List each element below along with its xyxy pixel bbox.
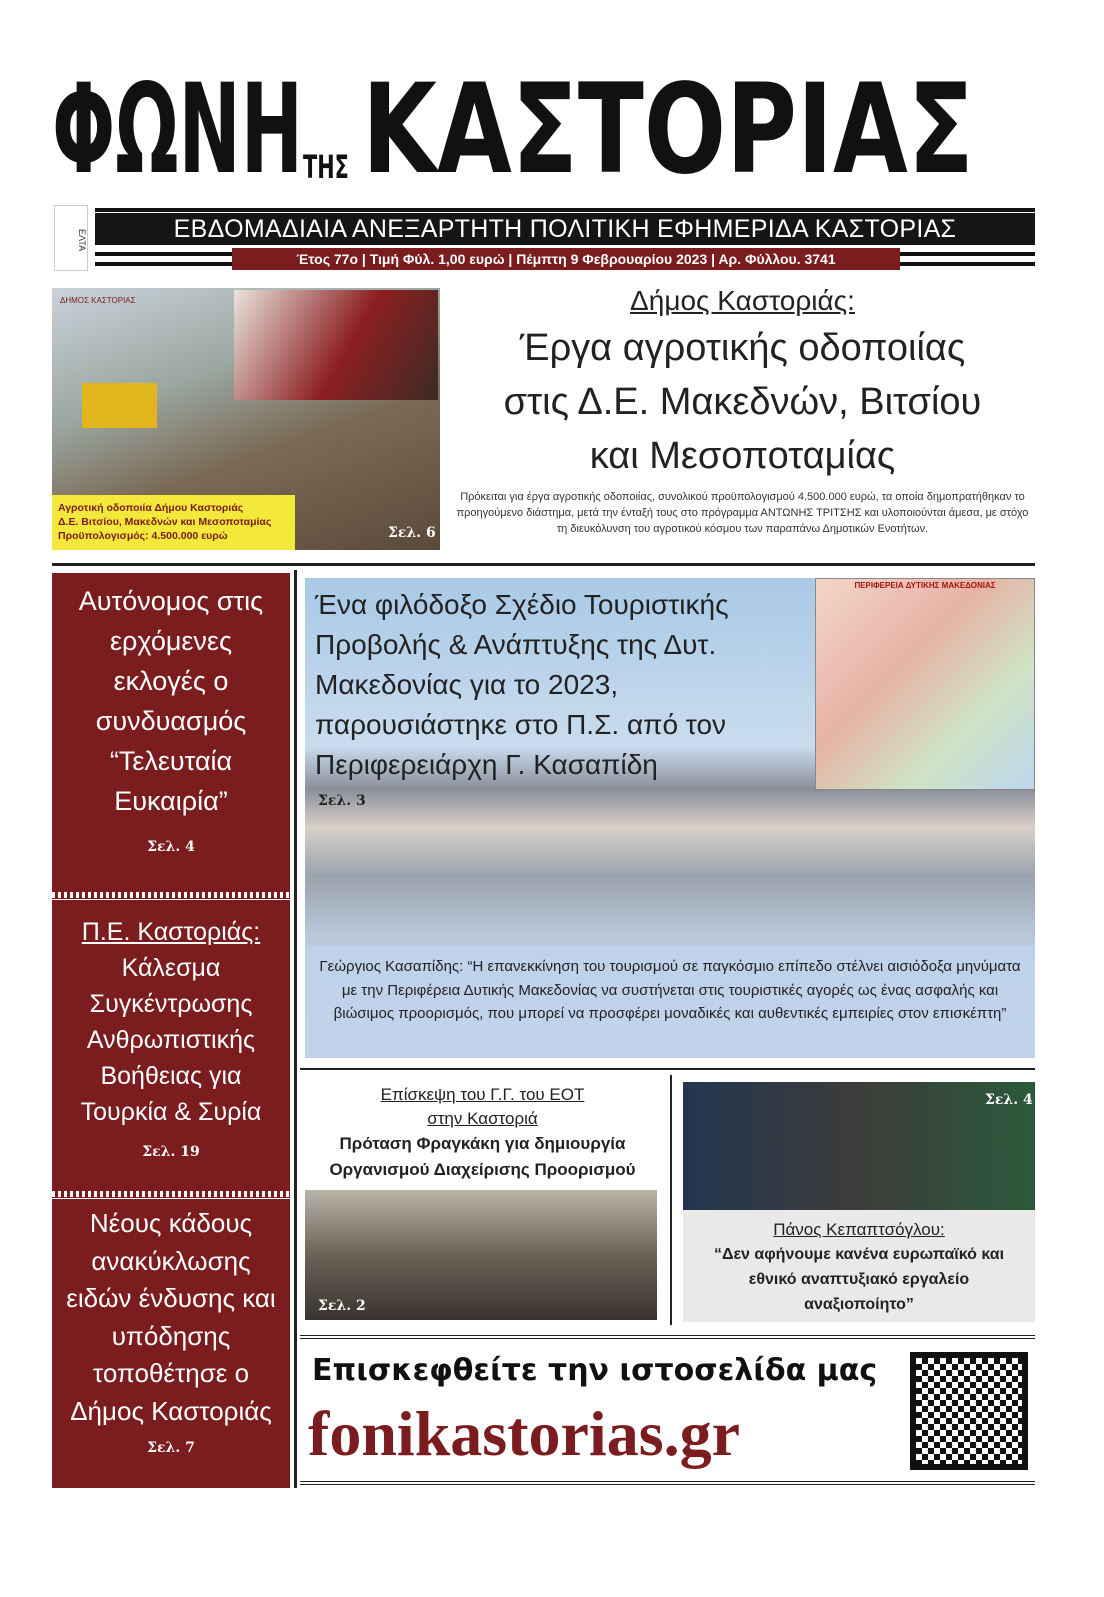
ad-line: Επισκεφθείτε την ιστοσελίδα μας: [312, 1353, 878, 1388]
title-part1: ΦΩΝΗ: [52, 58, 304, 202]
qr-code-icon[interactable]: [910, 1352, 1028, 1470]
divider: [52, 891, 290, 899]
story-kicker: στην Καστοριά: [427, 1109, 538, 1128]
story-title: Νέους κάδους ανακύκλωσης ειδών ένδυσης και υπόδησης τοποθέτησε ο Δήμος Καστοριάς: [66, 1208, 276, 1426]
excavator: [82, 383, 157, 428]
lead-kicker: Δήμος Καστοριάς:: [630, 285, 855, 316]
caption-line: Δ.Ε. Βιτσίου, Μακεδνών και Μεσοποταμίας: [58, 516, 272, 528]
headline-line: στις Δ.Ε. Μακεδνών, Βιτσίου: [503, 381, 982, 423]
issue-info: Έτος 77ο | Τιμή Φύλ. 1,00 ευρώ | Πέμπτη 9 Φεβρουαρίου 2023 | Αρ. Φύλλου. 3741: [232, 248, 900, 270]
lead-page-ref: Σελ. 6: [388, 525, 436, 541]
divider: [294, 570, 297, 1488]
page-ref: Σελ. 7: [147, 1440, 195, 1456]
page-ref: Σελ. 2: [318, 1298, 366, 1314]
feature-header: [315, 585, 810, 809]
story-title: Κάλεσμα Συγκέντρωσης Ανθρωπιστικής Βοήθειας για Τουρκία & Συρία: [80, 954, 262, 1126]
sidebar-story-1[interactable]: [52, 573, 290, 891]
feature-headline: Ένα φιλόδοξο Σχέδιο Τουριστικής Προβολής & Ανάπτυξης της Δυτ. Μακεδονίας για το 2023, παρουσιάστηκε στο Π.Σ. από τον Περιφερειάρχη Γ. Κασαπίδη: [315, 589, 729, 780]
lead-caption: [52, 495, 295, 550]
divider: [52, 1190, 290, 1198]
divider: [670, 1075, 672, 1325]
eot-story[interactable]: [300, 1083, 665, 1183]
sidebar-story-3[interactable]: [52, 1199, 290, 1488]
page-ref: Σελ. 4: [147, 839, 195, 855]
photo-logo: ΔΗΜΟΣ ΚΑΣΤΟΡΙΑΣ: [60, 296, 136, 305]
map-title: ΠΕΡΙΦΕΡΕΙΑ ΔΥΤΙΚΗΣ ΜΑΚΕΔΟΝΙΑΣ: [854, 581, 996, 590]
signing-photo: [234, 290, 438, 400]
feature-quote: Γεώργιος Κασαπίδης: “Η επανεκκίνηση του τουρισμού σε παγκόσμιο επίπεδο στέλνει αισιόδοξα μηνύματα με την Περιφέρεια Δυτικής Μακεδονίας να συστήνεται στις τουριστικές αγορές ως ένας ασφαλής και βιώσιμος προορισμός, που μπορεί να προσφέρει μοναδικές και αυθεντικές εμπειρίες στον επισκέπτη”: [319, 958, 1021, 1022]
story-kicker: Πάνος Κεπαπτσόγλου:: [773, 1220, 945, 1239]
caption-line: Αγροτική οδοποιία Δήμου Καστοριάς: [58, 502, 244, 514]
kepaptsoglou-text: [683, 1218, 1035, 1317]
lead-headline: [504, 321, 982, 483]
headline-line: Έργα αγροτικής οδοποιίας: [519, 327, 966, 369]
caption-line: Προϋπολογισμός: 4.500.000 ευρώ: [58, 530, 228, 542]
page-ref: Σελ. 4: [985, 1092, 1033, 1108]
headline-line: και Μεσοποταμίας: [589, 435, 896, 477]
stripe: [95, 208, 1035, 212]
kepaptsoglou-photo: [683, 1082, 1035, 1210]
story-kicker: Π.Ε. Καστοριάς:: [81, 918, 261, 946]
feature-page-ref: Σελ. 3: [318, 793, 366, 809]
tagline: ΕΒΔΟΜΑΔΙΑΙΑ ΑΝΕΞΑΡΤΗΤΗ ΠΟΛΙΤΙΚΗ ΕΦΗΜΕΡΙΔΑ ΚΑΣΤΟΡΙΑΣ: [95, 213, 1035, 245]
lead-story: [445, 285, 1040, 537]
story-title: Αυτόνομος στις ερχόμενες εκλογές ο συνδυασμός “Τελευταία Ευκαιρία”: [78, 586, 264, 816]
region-map: [815, 578, 1035, 790]
story-headline: “Δεν αφήνουμε κανένα ευρωπαϊκό και εθνικό αναπτυξιακό εργαλείο αναξιοποίητο”: [713, 1246, 1005, 1313]
website-link[interactable]: fonikastorias.gr: [308, 1398, 740, 1469]
page-ref: Σελ. 19: [142, 1144, 200, 1160]
divider: [52, 563, 1035, 566]
title-part2: ΚΑΣΤΟΡΙΑΣ: [362, 58, 974, 202]
divider: [300, 1068, 1035, 1070]
sidebar-story-2[interactable]: [52, 900, 290, 1190]
masthead-title: [0, 0, 1104, 200]
lead-deck: Πρόκειται για έργα αγροτικής οδοποιίας, συνολικού προϋπολογισμού 4.500.000 ευρώ, τα οποία δημοπρατήθηκαν το προηγούμενο διάστημα, μετά την ένταξή τους στο πρόγραμμα ΑΝΤΩΝΗΣ ΤΡΙΤΣΗΣ και υλοποιούνται άμεσα, με στόχο τη διευκόλυνση του αγροτικού κόσμου των παραπάνω Δημοτικών Ενοτήτων.: [456, 491, 1029, 535]
title-small: ΤΗΣ: [303, 148, 349, 186]
story-kicker: Επίσκεψη του Γ.Γ. του ΕΟΤ: [380, 1085, 585, 1104]
elta-logo: ΕΛΤΑ: [54, 205, 88, 271]
story-headline: Πρόταση Φραγκάκη για δημιουργία Οργανισμού Διαχείρισης Προορισμού: [329, 1134, 636, 1179]
